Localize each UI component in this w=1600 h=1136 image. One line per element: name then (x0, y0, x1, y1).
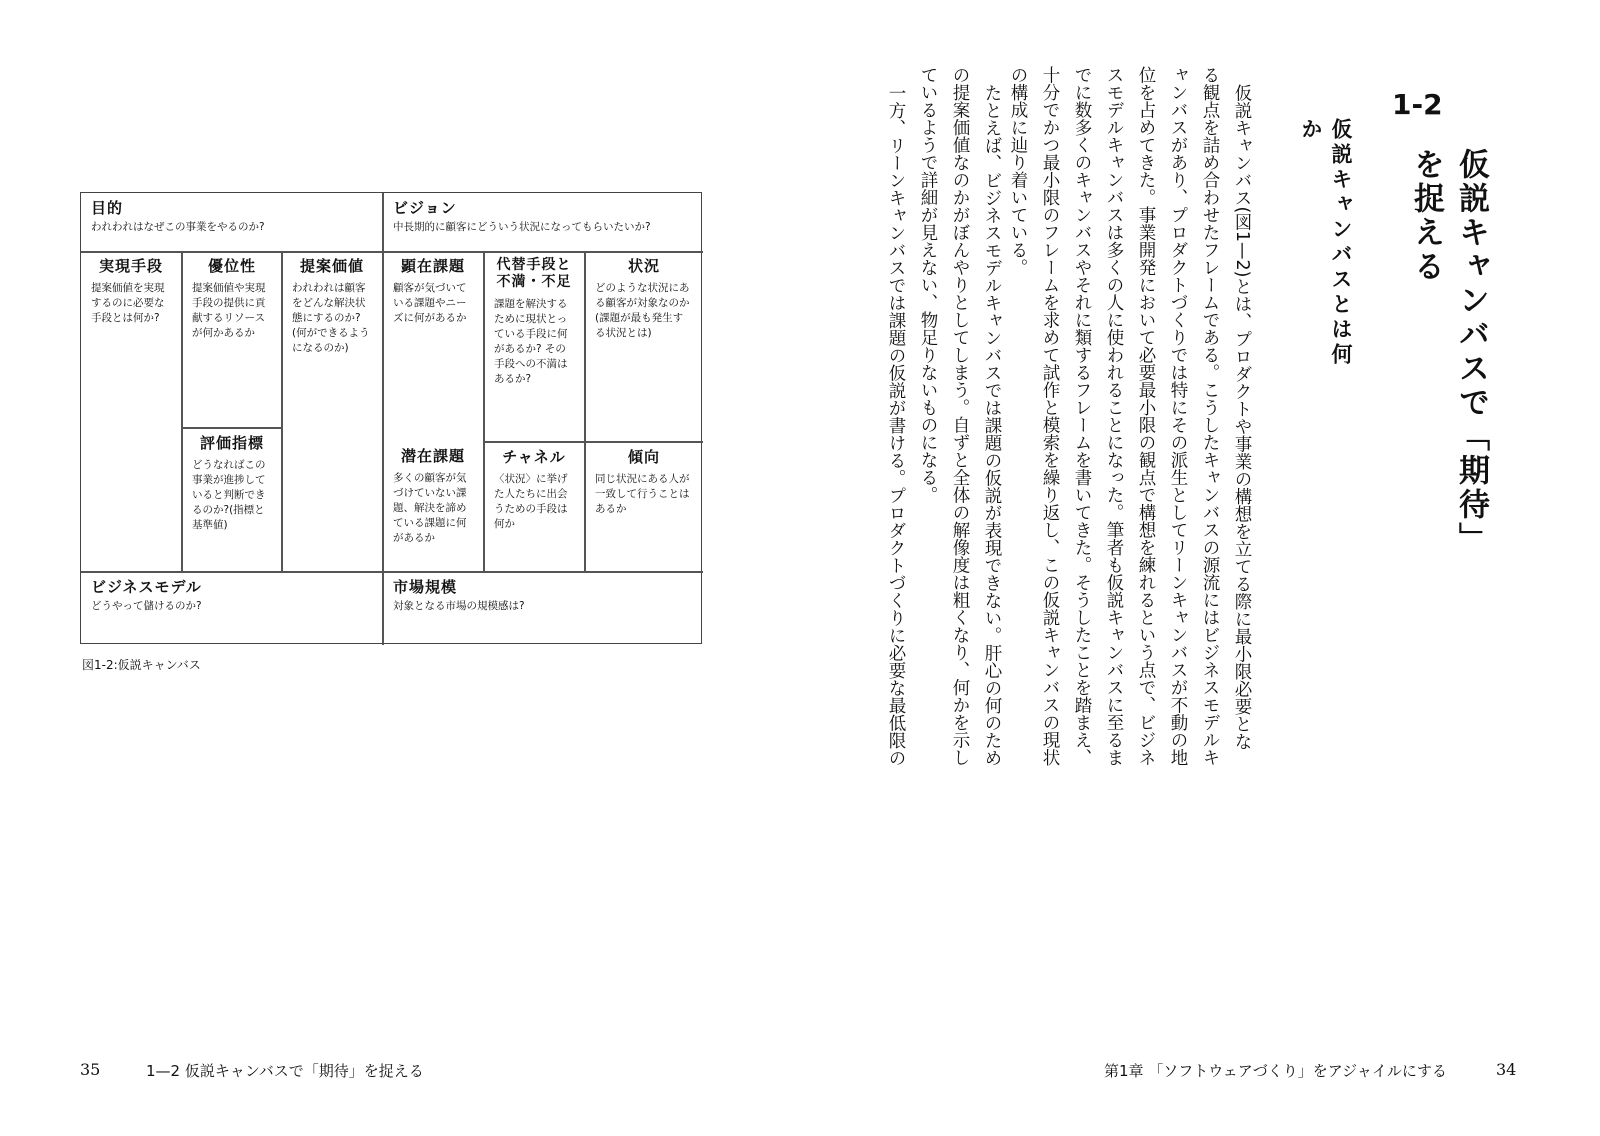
cell-means (81, 251, 181, 427)
cell-trend (585, 442, 703, 571)
cell-channel (484, 442, 584, 571)
cell-advantage (182, 251, 282, 427)
running-head-left: 1—2 仮説キャンバスで「期待」を捉える (146, 1062, 424, 1080)
cell-desc: 〈状況〉に挙げた人たちに出会うための手段は何か (494, 473, 568, 530)
cell-alternatives (484, 251, 584, 441)
page-number-right: 34 (1496, 1060, 1517, 1079)
cell-metrics (182, 428, 282, 571)
page-number-left: 35 (80, 1060, 101, 1079)
cell-desc: 提案価値を実現するのに必要な手段とは何か? (91, 282, 165, 324)
cell-title: ビジネスモデル (91, 578, 202, 596)
cell-desc: 対象となる市場の規模感は? (393, 600, 525, 612)
cell-desc: 提案価値や実現手段の提供に貢献するリソースが何かあるか (192, 282, 266, 339)
cell-title: 評価指標 (199, 434, 264, 452)
cell-vision (383, 193, 703, 251)
cell-title: 状況 (627, 257, 660, 275)
cell-desc: どうやって儲けるのか? (91, 600, 202, 612)
cell-market-size (383, 572, 703, 645)
paragraph-3: 一方、リーンキャンバスでは課題の仮説が書ける。プロダクトづくりに必要な最低限の (886, 83, 906, 766)
paragraph-2: たとえば、ビジネスモデルキャンバスでは課題の仮説が表現できない。肝心の何のための提案価値なのかがぼんやりとしてしまう。自ずと全体の解像度は粗くなり、何かを示しているようで詳細が見えない、物足りないものになる。 (918, 66, 1002, 766)
hypothesis-canvas-figure (80, 192, 702, 644)
cell-desc: 中長期的に顧客にどういう状況になってもらいたいか? (393, 221, 651, 233)
cell-title: チャネル (502, 448, 566, 466)
cell-title: 傾向 (627, 448, 660, 466)
cell-desc: われわれはなぜこの事業をやるのか? (91, 221, 265, 233)
cell-desc: どうなればこの事業が進捗していると判断できるのか?(指標と基準値) (192, 459, 266, 531)
paragraph-1: 仮説キャンバス(図1—2)とは、プロダクトや事業の構想を立てる際に最小限必要となる観点を詰め合わせたフレームである。こうしたキャンバスの源流にはビジネスモデルキャンバスがあり、プロダクトづくりでは特にその派生としてリーンキャンバスが不動の地位を占めてきた。事業開発において必要最小限の観点で構想を練れるという点で、ビジネスモデルキャンバスは多くの人に使われることになった。筆者も仮説キャンバスに至るまでに数多くのキャンバスやそれに類するフレームを書いてきた。そうしたことを踏まえ、十分でかつ最小限のフレームを求めて試作と模索を繰り返し、この仮説キャンバスの現状の構成に辿り着いている。 (1008, 66, 1252, 766)
cell-value (282, 251, 382, 571)
cell-purpose (81, 193, 381, 251)
running-head-right: 第1章 「ソフトウェアづくり」をアジャイルにする (1104, 1062, 1447, 1080)
cell-situation (585, 251, 703, 441)
cell-title: 目的 (91, 199, 124, 217)
section-number: 1-2 (1392, 88, 1443, 121)
cell-title: 実現手段 (98, 257, 163, 275)
figure-caption: 図1-2:仮説キャンバス (82, 658, 201, 672)
cell-desc: 多くの顧客が気づけていない課題、解決を諦めている課題に何があるか (393, 472, 467, 544)
cell-explicit-issue (383, 251, 483, 427)
cell-desc: われわれは顧客をどんな解決状態にするのか?(何ができるようになるのか) (292, 282, 370, 354)
cell-desc: 同じ状況にある人が一致して行うことはあるか (595, 473, 690, 515)
subheading: 仮説キャンバスとは何か (1299, 118, 1353, 368)
cell-title: 優位性 (207, 257, 256, 275)
cell-desc: 顧客が気づいている課題やニーズに何があるか (393, 282, 467, 324)
cell-title: 顕在課題 (400, 257, 465, 275)
section-title: 仮説キャンバスで「期待」を捉える (1408, 148, 1489, 556)
cell-desc: どのような状況にある顧客が対象なのか(課題が最も発生する状況とは) (595, 282, 690, 339)
cell-latent-issue (383, 441, 483, 571)
cell-title: 提案価値 (299, 257, 364, 275)
cell-title: 潜在課題 (400, 447, 465, 465)
cell-desc: 課題を解決するために現状とっている手段に何があるか? その手段への不満はあるか? (494, 297, 568, 385)
cell-business-model (81, 572, 381, 645)
cell-title: ビジョン (393, 199, 457, 217)
cell-title: 代替手段と不満・不足 (496, 257, 572, 290)
cell-title: 市場規模 (393, 578, 458, 596)
